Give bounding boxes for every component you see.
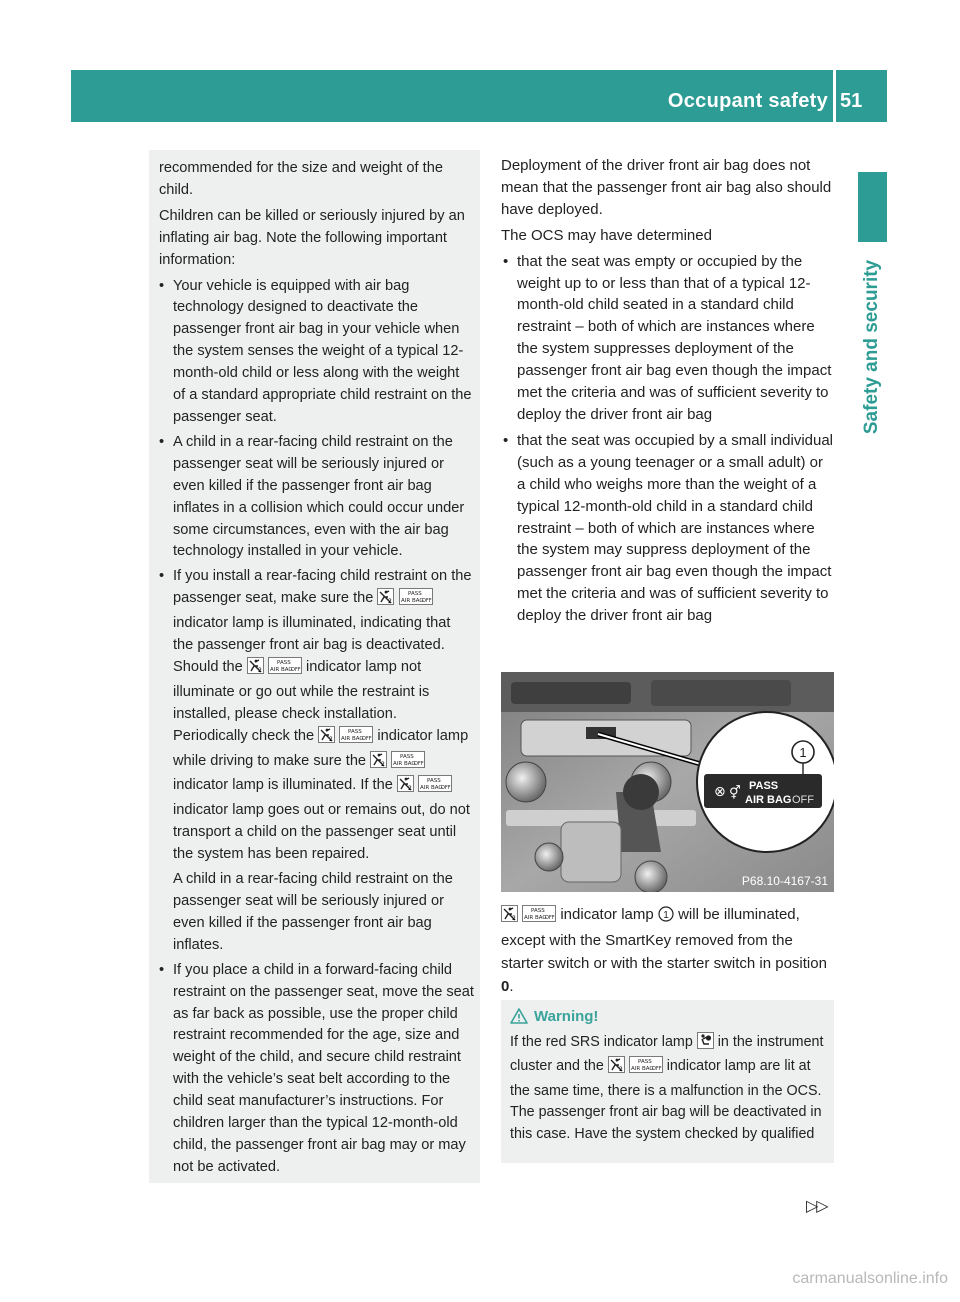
left-bullet-1: • Your vehicle is equipped with air bag technology designed to deactivate the passenger front air bag in your vehicle when the system senses the weight of a typical 12-month-old child or less along with the weight of a standard appropriate child restraint on the passenger seat. <box>159 276 474 429</box>
left-bullet-3 <box>159 566 474 956</box>
svg-text:OFF: OFF <box>362 735 372 742</box>
text-segment: indicator lamp goes out or remains out, do not transport a child on the passenger seat until the system has been repaired. <box>173 802 470 863</box>
pass-airbag-off-icon-label-1: PASS <box>407 591 422 598</box>
svg-text:AIR BAG: AIR BAG <box>269 666 293 673</box>
section-title: Occupant safety <box>667 90 828 112</box>
text-segment: . <box>509 978 514 995</box>
svg-text:2: 2 <box>618 1066 623 1074</box>
photo-code: P68.10-4167-31 <box>741 874 828 888</box>
svg-text:AIR BAG: AIR BAG <box>419 785 443 792</box>
callout-1-icon <box>658 906 674 929</box>
svg-text:OFF: OFF <box>440 785 451 792</box>
left-column <box>149 150 480 1183</box>
child-seat-occupant-icon <box>370 751 387 776</box>
srs-warning-icon <box>697 1032 714 1057</box>
left-paragraph-2: Children can be killed or seriously injured by an inflating air bag. Note the following important information: <box>159 207 465 268</box>
right-paragraph-2: The OCS may have determined <box>501 226 712 244</box>
right-column <box>501 155 834 631</box>
svg-text:AIR BAG: AIR BAG <box>393 760 416 767</box>
position-value: 0 <box>501 978 510 995</box>
svg-text:2: 2 <box>388 598 393 606</box>
svg-text:OFF: OFF <box>545 915 555 921</box>
child-seat-occupant-icon <box>318 726 335 751</box>
pass-airbag-off-icon-label-2: AIR BAG <box>400 598 424 605</box>
pass-airbag-off-icon <box>268 657 302 682</box>
text-segment: If the red SRS indicator lamp <box>510 1033 693 1050</box>
svg-text:PASS: PASS <box>348 728 362 735</box>
warning-body <box>510 1032 826 1146</box>
left-bullet-2: • A child in a rear-facing child restraint on the passenger seat will be seriously injured or even killed if the passenger front air bag inflates in a collision which could occur under some circumstances, even with the air bag technology installed in your vehicle. <box>159 432 474 563</box>
side-tab-label: Safety and security <box>861 259 882 435</box>
header-divider <box>833 70 836 122</box>
svg-text:⊗: ⊗ <box>714 784 726 800</box>
side-tab <box>858 252 887 442</box>
svg-text:2: 2 <box>257 666 262 674</box>
svg-text:PASS: PASS <box>426 778 441 785</box>
svg-text:PASS: PASS <box>276 659 291 666</box>
text-segment: in the instrument cluster and the <box>510 1033 824 1075</box>
child-seat-occupant-icon <box>608 1056 625 1081</box>
svg-text:OFF: OFF <box>651 1066 662 1073</box>
svg-text:PASS: PASS <box>637 1059 652 1066</box>
text-segment: indicator lamp not illuminate or go out while the restraint is installed, please check installation. Periodically check the <box>173 658 430 744</box>
right-paragraph-1: Deployment of the driver front air bag does not mean that the passenger front air bag also should have deployed. <box>501 157 832 218</box>
dashboard-photo-illustration <box>501 672 834 892</box>
svg-text:⚥: ⚥ <box>729 786 741 801</box>
text-segment: indicator lamp <box>560 906 654 923</box>
continue-marker: ▷▷ <box>806 1198 827 1215</box>
text-segment: indicator lamp is illuminated. If the <box>173 777 393 794</box>
svg-text:AIR BAG: AIR BAG <box>341 735 364 742</box>
svg-text:2: 2 <box>329 735 334 743</box>
child-seat-occupant-icon <box>377 588 394 613</box>
pass-airbag-off-icon <box>629 1056 663 1081</box>
text-segment: indicator lamp while driving to make sure the <box>173 727 469 769</box>
text-segment: If you install a rear-facing child restraint on the passenger seat, make sure the <box>173 568 472 607</box>
child-seat-occupant-icon <box>501 905 518 929</box>
right-bullet-2: • that the seat was occupied by a small individual (such as a young teenager or a small adult) or a child who weighs more than the weight of a typical 12-month-old child in a standard child restraint – both of which are instances where the system may suppress deployment of the passenger front air bag even though the impact met the criteria and was of sufficient severity to deploy the driver front air bag <box>501 430 834 627</box>
svg-text:2: 2 <box>407 785 412 793</box>
warning-box <box>501 1000 834 1163</box>
right-bullet-1: • that the seat was empty or occupied by the weight up to or less than that of a typical 12-month-old child seated in a standard child restraint – both of which are instances where the system suppresses deployment of the passenger front air bag even though the impact met the criteria and was of sufficient severity to deploy the driver front air bag <box>501 251 834 426</box>
child-seat-occupant-icon <box>247 657 264 682</box>
svg-text:PASS: PASS <box>531 908 545 914</box>
svg-text:AIR BAG: AIR BAG <box>524 915 547 921</box>
warning-title-text: Warning! <box>534 1008 599 1025</box>
callout-number: 1 <box>799 745 807 760</box>
warning-triangle-icon <box>510 1008 528 1024</box>
svg-text:PASS: PASS <box>400 753 414 760</box>
side-tab-marker <box>858 172 887 242</box>
dashboard-photo <box>501 672 834 892</box>
left-bullet-3-note: A child in a rear-facing child restraint on the passenger seat will be seriously injured or even killed if the passenger front air bag inflates. <box>173 871 453 953</box>
left-paragraph-1: recommended for the size and weight of the child. <box>159 160 443 198</box>
pass-airbag-off-icon <box>339 726 373 751</box>
figure-caption <box>501 903 834 998</box>
callout-off-label: OFF <box>792 794 814 806</box>
svg-text:OFF: OFF <box>290 666 301 673</box>
pass-airbag-off-icon <box>391 751 425 776</box>
pass-airbag-off-icon <box>418 775 452 800</box>
warning-title <box>510 1006 826 1028</box>
left-bullet-4: • If you place a child in a forward-facing child restraint on the passenger seat, move the seat as far back as possible, use the proper child restraint recommended for the age, size and weight of the child, and secure child restraint with the vehicle’s seat belt according to the child seat manufacturer’s instructions. For children larger than the typical 12-month-old child, the passenger front air bag may or may not be activated. <box>159 960 474 1179</box>
svg-text:OFF: OFF <box>414 760 424 767</box>
callout-ref-number: 1 <box>663 910 669 921</box>
child-seat-occupant-icon <box>397 775 414 800</box>
pass-airbag-off-icon <box>522 905 556 929</box>
page-number: 51 <box>840 90 863 112</box>
callout-pass-label: PASS <box>749 780 779 792</box>
pass-airbag-off-icon <box>399 588 433 613</box>
pass-airbag-off-icon-label-3: OFF <box>421 598 432 605</box>
svg-text:2: 2 <box>512 915 516 922</box>
text-segment: indicator lamp is illuminated, indicating that the passenger front air bag is deactivated. Should the <box>173 615 451 675</box>
text-segment: indicator lamp are lit at the same time, there is a malfunction in the OCS. The passenger front air bag will be deactivated in this case. Have the system checked by qualified <box>510 1058 822 1142</box>
text-segment: will be illuminated, except with the SmartKey removed from the starter switch or with the starter switch in position <box>501 906 827 972</box>
callout-airbag-label: AIR BAG <box>745 794 792 806</box>
watermark: carmanualsonline.info <box>792 1270 948 1287</box>
svg-text:2: 2 <box>381 760 385 768</box>
svg-text:AIR BAG: AIR BAG <box>630 1066 654 1073</box>
